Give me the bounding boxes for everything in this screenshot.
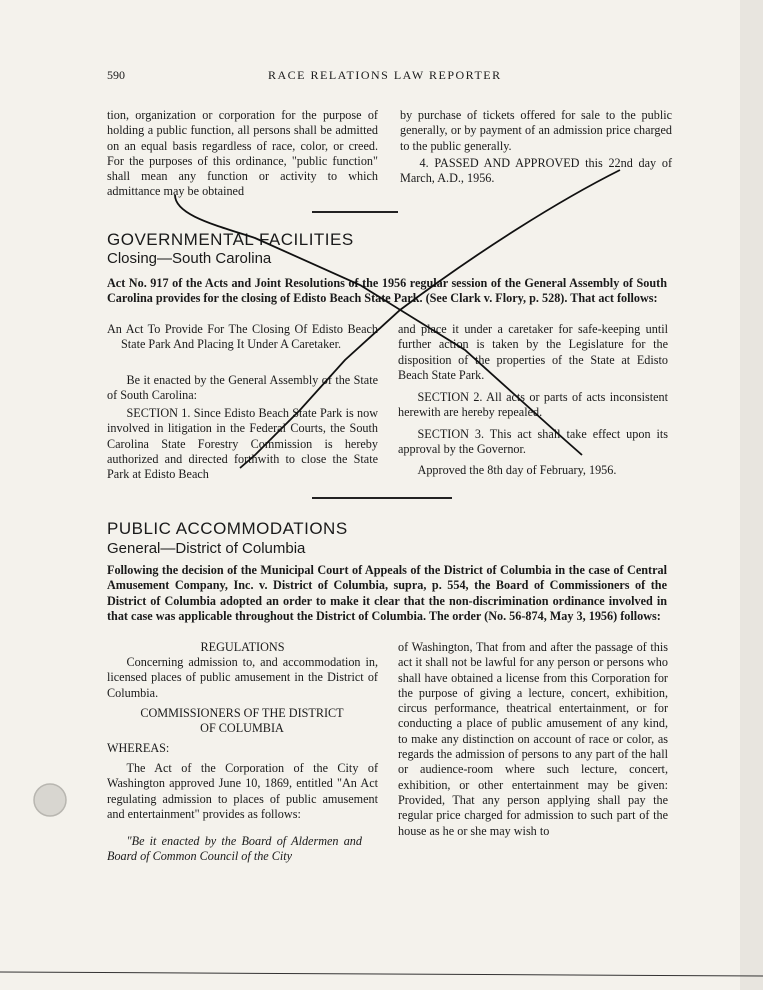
dc-order-intro: Following the decision of the Municipal Court of Appeals of the District of Columbia in the case of Central Amusement Company, Inc. v. District of Columbia, supra, p. 554, the Board of Commissioners of the District of Columbia adopted an order to make it clear that the non-discrimination ordinance involved in that case was applicable throughout the District of Columbia. The order (No. 56-874, May 3, 1956) follows: (107, 563, 667, 623)
section-title-governmental-facilities: GOVERNMENTAL FACILITIES (107, 230, 354, 249)
section-3-text: SECTION 3. This act shall take effect upon its approval by the Governor. (398, 427, 668, 457)
section-divider (312, 211, 398, 213)
binder-hole-mark (34, 784, 66, 816)
act-1869-quote-continued: of Washington, That from and after the passage of this act it shall not be lawful for any person or persons who shall have obtained a license from this Corporation for the purpose of giving a lecture, concert, exhibition, circus performance, theatrical entertainment, or for conducting a place of public amusement of any kind, to make any distinction on account of race or color, as regards the admission of persons to any part of the hall or audience-room where such lecture, concert, exhibition, or other entertainment may be given: Provided, That any person applying shall pay the regular price charged for admission to such part of the house as he or she may wish to (398, 640, 668, 838)
passed-approved-text: 4. PASSED AND APPROVED this 22nd day of March, A.D., 1956. (400, 156, 672, 186)
regulations-heading: REGULATIONS (200, 640, 285, 654)
approval-date: Approved the 8th day of February, 1956. (417, 463, 617, 477)
section-title-public-accommodations: PUBLIC ACCOMMODATIONS (107, 519, 348, 538)
whereas-heading: WHEREAS: (107, 741, 170, 755)
section-1-continued: and place it under a caretaker for safe-keeping until further action is taken by the Legislature for the disposition of the properties of the State at Edisto Beach State Park. (398, 322, 668, 382)
enacting-clause: Be it enacted by the General Assembly of the State of South Carolina: (107, 373, 378, 403)
section-subtitle-dc: General—District of Columbia (107, 540, 306, 557)
enacted-quote: "Be it enacted by the Board of Aldermen and Board of Common Council of the City (107, 834, 362, 864)
continued-ordinance-text-right: by purchase of tickets offered for sale to the public generally, or by payment of an admission price charged to the public generally. (400, 108, 672, 153)
act-1869-text: The Act of the Corporation of the City of Washington approved June 10, 1869, entitled "An Act regulating admission to places of public amusement and entertainment" provides as follows: (107, 761, 378, 821)
section-divider-2 (312, 497, 452, 499)
continued-ordinance-text: tion, organization or corporation for the purpose of holding a public function, all persons shall be admitted on an equal basis regardless of race, color, or creed. For the purposes of this ordinance, "public function" shall mean any function or activity to which admittance may be obtained (107, 108, 378, 199)
section-1-text: SECTION 1. Since Edisto Beach State Park is now involved in litigation in the Federal Courts, the South Carolina State Forestry Commission is hereby authorized and directed forthwith to close the State Park at Edisto Beach (107, 406, 378, 482)
section-2-text: SECTION 2. All acts or parts of acts inconsistent herewith are hereby repealed. (398, 390, 668, 420)
page-number: 590 (107, 68, 125, 82)
act-917-intro: Act No. 917 of the Acts and Joint Resolutions of the 1956 regular session of the General Assembly of South Carolina provides for the closing of Edisto Beach State Park. (See Clark v. Flory, p. 528). That act follows: (107, 276, 667, 306)
edge-shadow (740, 0, 763, 990)
section-subtitle-closing: Closing—South Carolina (107, 250, 272, 267)
bottom-edge-line (0, 972, 763, 976)
act-title: An Act To Provide For The Closing Of Edisto Beach State Park And Placing It Under A Caretaker. (107, 322, 378, 352)
commissioners-heading: COMMISSIONERS OF THE DISTRICT OF COLUMBIA (140, 706, 344, 736)
running-head: RACE RELATIONS LAW REPORTER (268, 68, 502, 82)
regulations-text: Concerning admission to, and accommodation in, licensed places of public amusement in the District of Columbia. (107, 655, 378, 700)
